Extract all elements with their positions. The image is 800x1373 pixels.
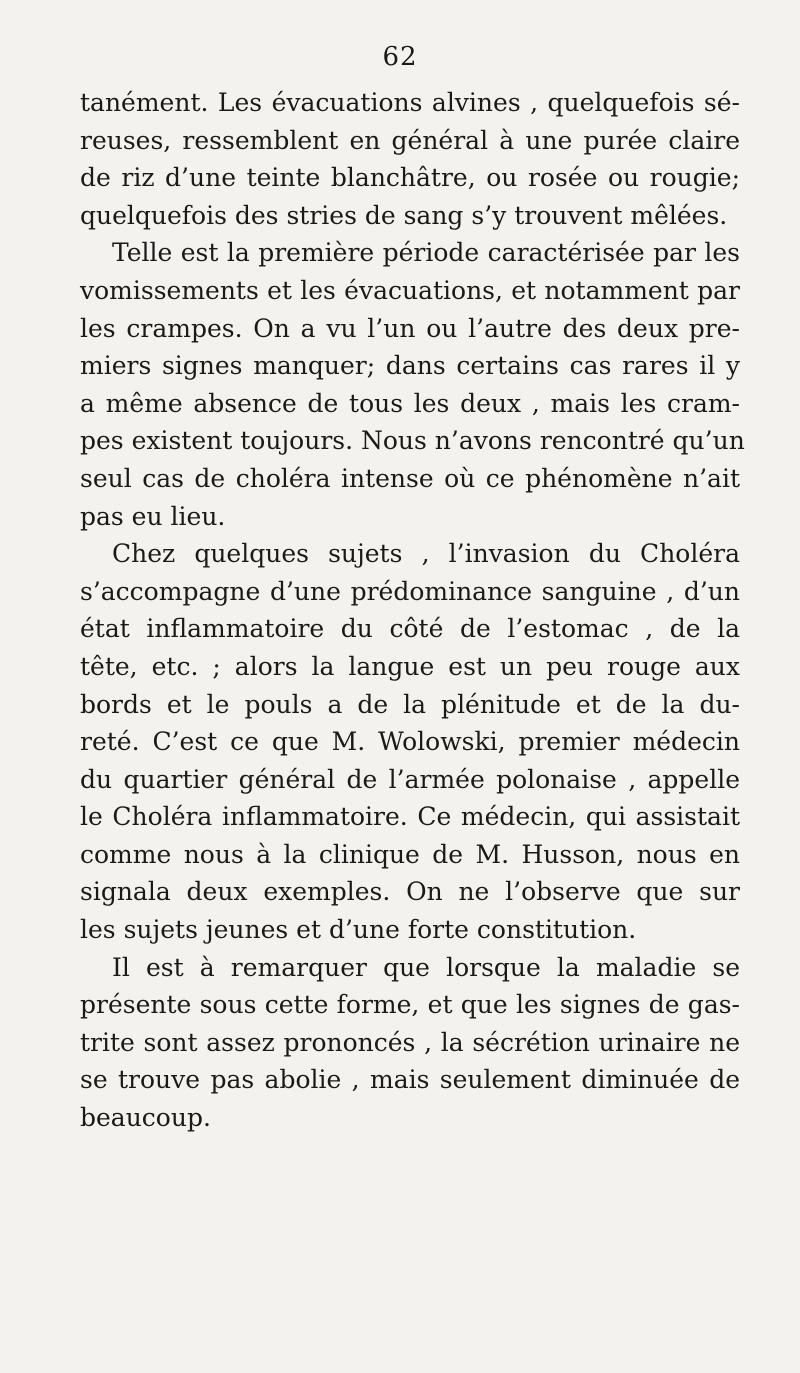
text-line: reuses, ressemblent en général à une purée claire [80,125,740,155]
text-line: quelquefois des stries de sang s’y trouvent mêlées. [80,200,728,230]
text-line: les crampes. On a vu l’un ou l’autre des deux pre- [80,313,740,343]
text-line: du quartier général de l’armée polonaise , appelle [80,764,740,794]
text-line: Il est à remarquer que lorsque la maladie se [112,952,740,982]
text-line: tanément. Les évacuations alvines , quelquefois sé- [80,88,740,117]
text-line: tête, etc. ; alors la langue est un peu rouge aux [80,651,740,681]
text-line: les sujets jeunes et d’une forte constitution. [80,915,637,945]
text-line: Telle est la première période caractérisée par les [112,238,740,268]
text-line: état inflammatoire du côté de l’estomac , de la [80,614,740,644]
text-line: se trouve pas abolie , mais seulement diminuée de [80,1065,740,1095]
text-line: signala deux exemples. On ne l’observe que sur [80,877,740,907]
text-line: le Choléra inflammatoire. Ce médecin, qui assistait [80,802,740,832]
page-number: 62 [382,42,418,72]
text-line: s’accompagne d’une prédominance sanguine , d’un [80,576,740,606]
body-text [80,84,745,1137]
text-line: reté. C’est ce que M. Wolowski, premier médecin [80,727,740,757]
text-line: trite sont assez prononcés , la sécrétion urinaire ne [80,1027,740,1057]
text-line: seul cas de choléra intense où ce phénomène n’ait [80,463,740,493]
text-line: vomissements et les évacuations, et notamment par [80,275,740,305]
text-line: de riz d’une teinte blanchâtre, ou rosée ou rougie; [80,163,740,193]
text-line: beaucoup. [80,1103,211,1133]
text-line: pas eu lieu. [80,501,226,531]
text-line: a même absence de tous les deux , mais les cram- [80,388,740,418]
text-line: présente sous cette forme, et que les signes de gas- [80,990,740,1020]
text-line: bords et le pouls a de la plénitude et de la du- [80,689,740,719]
text-line: Chez quelques sujets , l’invasion du Choléra [112,539,740,569]
text-line: comme nous à la clinique de M. Husson, nous en [80,839,740,869]
text-line: miers signes manquer; dans certains cas rares il y [80,351,740,381]
text-line: pes existent toujours. Nous n’avons rencontré qu’un [80,426,745,456]
